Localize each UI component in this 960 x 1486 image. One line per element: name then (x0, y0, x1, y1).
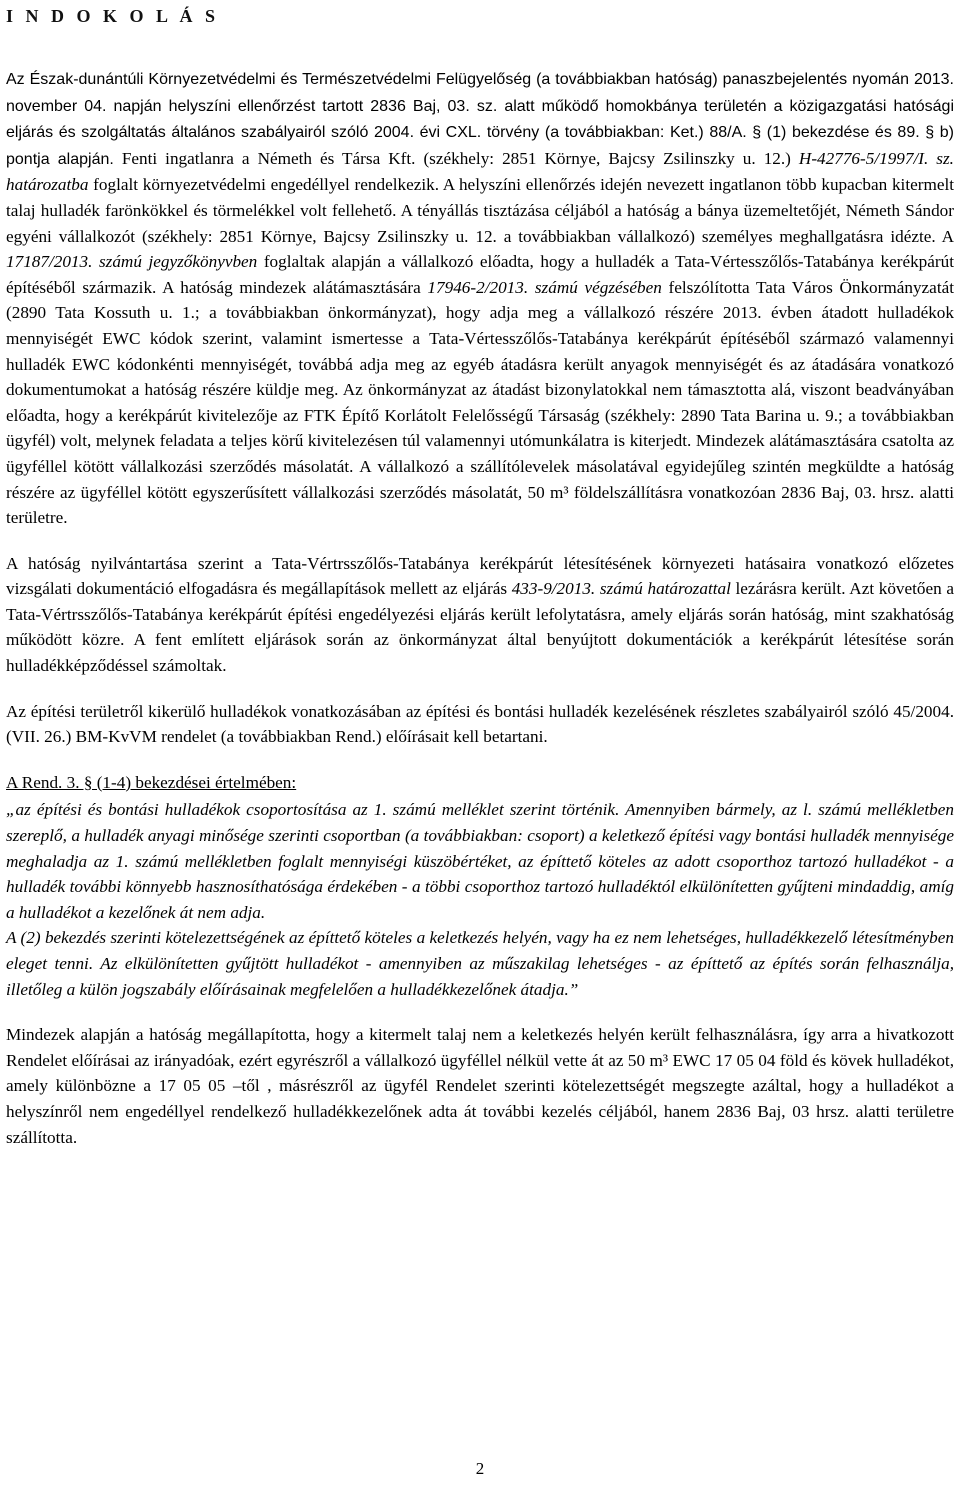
text: foglalt környezetvédelmi engedéllyel rendelkezik. A helyszíni ellenőrzés idején nevezett ingatlanon több kupacban kitermelt talaj hulladék farönkökkel és törmelékkel volt fellehető. A tényállás tisztázása céljából a hatóság a bánya üzemeltetőjét, Németh Sándor egyéni vállalkozót (székhely: 2851 Környe, Bajcsy Zsilinszky u. 12. a továbbiakban vállalkozó) személyes meghallgatásra idézte. A (6, 175, 954, 246)
paragraph-rend-reference: A Rend. 3. § (1-4) bekezdései értelmében: (6, 772, 297, 792)
text-sans-intro: Az Észak-dunántúli Környezetvédelmi és Természetvédelmi Felügyelőség (a továbbiakban hatóság) panaszbejelentés nyomán 2013. november 04. napján helyszíni ellenőrzést tartott 2836 Baj, 03. sz. alatt működő homokbánya területén a közigazgatási hatósági eljárás és szolgáltatás általános szabályairól szóló 2004. évi CXL. törvény (a továbbiakban: Ket.) 88/A. § (1) bekezdése és 89. § b) pontja alapján. (6, 71, 954, 168)
text: felszólította Tata Város Önkormányzatát (2890 Tata Kossuth u. 1.; a továbbiakban önkormányzat), hogy adja meg a vállalkozó részére 2013. évben átadott hulladékok mennyiségét EWC kódok szerint, valamint ismertesse a Tata-Vértesszőlős-Tatabánya kerékpárút építéséből származó valamennyi hulladék EWC kódonkénti mennyiségét, továbbá adja meg az egyéb átadásra került anyagok mennyiségét és az átadására vonatkozó dokumentumokat a hatóság részére küldje meg. Az önkormányzat az átadást bizonylatokkal nem támasztotta alá, viszont beadványában előadta, hogy a kerékpárút kivitelezője az FTK Építő Korlátolt Felelősségű Társaság (székhely: 2890 Tata Barina u. 9.; a továbbiakban ügyfél) volt, melynek feladata a teljes körű kivitelezésen túl valamennyi utómunkálatra is kiterjedt. Mindezek alátámasztására csatolta az ügyféllel kötött vállalkozási szerződés másolatát. A vállalkozó a szállítólevelek másolatával egyidejűleg szintén megküldte a hatóság részére az ügyféllel kötött egyszerűsített vállalkozási szerződés másolatát, 50 m³ földelszállításra vonatkozóan 2836 Baj, 03. hrsz. alatti területre. (6, 277, 954, 528)
page-number: 2 (475, 1459, 485, 1478)
paragraph-findings (6, 66, 954, 531)
section-heading: I N D O K O L Á S (6, 6, 220, 26)
quote-text: „az építési és bontási hulladékok csoportosítása az 1. számú melléklet szerint történik. Amennyiben bármely, az l. számú mellékletben szereplő, a hulladék anyagi minősége szerinti csoportban (a továbbiakban: csoport) a keletkező építési vagy bontási hulladék mennyisége meghaladja az 1. számú mellékletben foglalt mennyiségi küszöbértéket, az építtető köteles az adott csoporthoz tartozó hulladékot - a hulladék további könnyebb hasznosíthatósága érdekében - a többi csoporthoz tartozó hulladéktól elkülönítetten gyűjteni mindaddig, amíg a hulladékot a kezelőnek át nem adja. (6, 800, 954, 922)
text: A hatóság nyilvántartása szerint a Tata-Vértrsszőlős-Tatabánya kerékpárút létesítésének környezeti hatásaira vonatkozó előzetes vizsgálati dokumentáció elfogadásra és megállapítások mellett az eljárás (6, 553, 954, 599)
paragraph-records (6, 551, 954, 679)
text: foglaltak alapján a vállalkozó előadta, hogy a hulladék a Tata-Vértesszőlős-Tatabánya kerékpárút építéséből származik. A hatóság mindezek alátámasztására (6, 252, 954, 297)
text-italic: H-42776-5/1997/I. sz. határozatba (6, 148, 954, 195)
text: Fenti ingatlanra a Németh és Társa Kft. (székhely: 2851 Környe, Bajcsy Zsilinszky u. 12.) (113, 148, 799, 168)
paragraph-conclusion: Mindezek alapján a hatóság megállapította, hogy a kitermelt talaj nem a keletkezés helyén került felhasználásra, így arra a hivatkozott Rendelet előírásai az irányadóak, ezért egyrészről a vállalkozó ügyféllel nélkül vette át az 50 m³ EWC 17 05 04 föld és kövek hulladékot, amely különbözne a 17 05 05 –től , másrészről az ügyfél Rendelet szerinti kötelezettségét megszegte azáltal, hogy a hulladékot a helyszínről nem engedéllyel rendelkező hulladékkezelőnek adta át további kezelés céljából, hanem 2836 Baj, 03 hrsz. alatti területre szállította. (6, 1025, 954, 1147)
text: lezárásra került. Azt követően a Tata-Vértrsszőlős-Tatabánya kerékpárút építési engedélyezési eljárás került lefolytatásra, amely eljárás során hatóság, mint szakhatóság működött közre. A fent említett eljárások során az önkormányzat által benyújtott dokumentációk a kerékpárút létesítése során hulladékképződéssel számoltak. (6, 579, 954, 676)
paragraph-regulation: Az építési területről kikerülő hulladékok vonatkozásában az építési és bontási hulladék kezelésének részletes szabályairól szóló 45/2004. (VII. 26.) BM-KvVM rendelet (a továbbiakban Rend.) előírásait kell betartani. (6, 701, 954, 747)
text-italic: 17946-2/2013. számú végzésében (427, 277, 662, 297)
paragraph-quote (6, 797, 954, 1002)
text-italic: 433-9/2013. számú határozattal (511, 579, 731, 599)
quote-text: A (2) bekezdés szerinti kötelezettségének az építtető köteles a keletkezés helyén, vagy ha ez nem lehetséges, hulladékkezelő létesítményben eleget tenni. Az elkülönítetten gyűjtött hulladékot - amennyiben az műszakilag lehetséges - az építtető az építés során felhasználja, illetőleg a külön jogszabály előírásainak megfelelően a hulladékkezelőnek átadja.” (6, 928, 954, 999)
document-page (6, 0, 954, 1150)
text-italic: 17187/2013. számú jegyzőkönyvben (6, 252, 258, 272)
